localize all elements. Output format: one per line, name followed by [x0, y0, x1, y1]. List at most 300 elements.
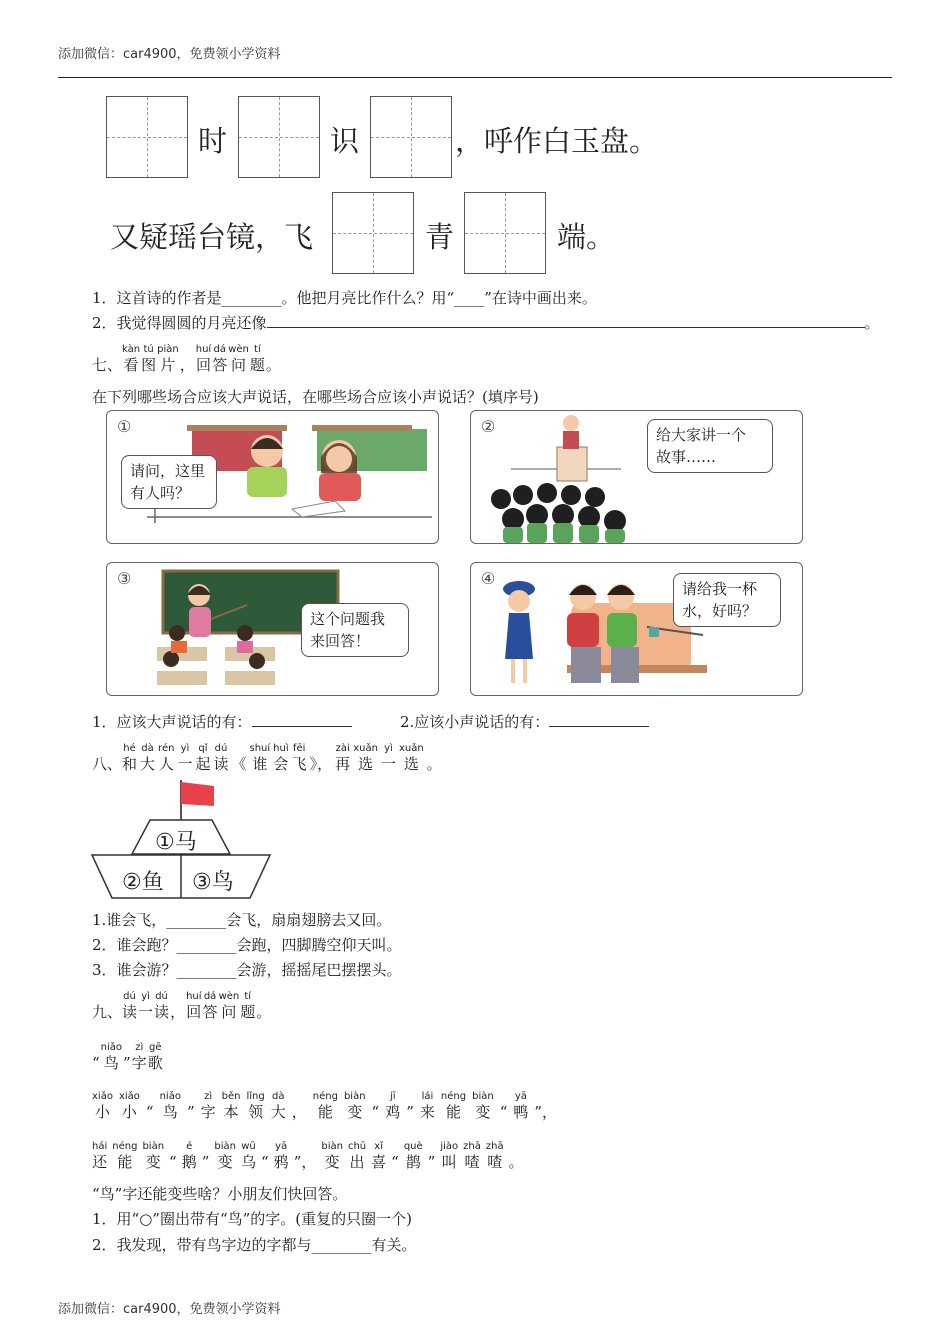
ruby-char: [213, 743, 228, 773]
panel-number: ①: [117, 417, 132, 436]
hanzi: “: [145, 1103, 154, 1121]
pinyin: huí: [195, 344, 212, 355]
hanzi: “: [261, 1153, 269, 1171]
ruby-char: [509, 1141, 524, 1171]
hanzi: 一: [138, 1003, 154, 1021]
ruby-char: [391, 1141, 399, 1171]
panel-number: ④: [481, 569, 496, 588]
ruby-char: [101, 1042, 122, 1072]
scene-panel-3: [106, 562, 439, 696]
hanzi: 和: [122, 755, 138, 773]
hanzi: 。: [426, 755, 442, 773]
page-footer: 添加微信：car4900，免费领小学资料: [58, 1302, 281, 1317]
pinyin: fēi: [292, 743, 306, 754]
ruby-char: [500, 1091, 508, 1121]
panel-number: ③: [117, 569, 132, 588]
pinyin: dá: [203, 991, 217, 1002]
pinyin: niǎo: [159, 1091, 181, 1102]
poem-closing: “鸟”字还能变些啥？小朋友们快回答。: [92, 1185, 348, 1203]
hanzi: 读: [213, 755, 229, 773]
pinyin: yā: [275, 1141, 288, 1152]
pinyin: [534, 1091, 557, 1103]
ruby-char: [140, 743, 155, 773]
hanzi: 人: [158, 755, 174, 773]
hanzi: 变: [347, 1103, 363, 1121]
pinyin: xuǎn: [398, 743, 424, 754]
pinyin: lái: [421, 1091, 434, 1102]
pinyin: [428, 1141, 436, 1153]
ruby-char: [141, 344, 156, 374]
pinyin: xǐ: [374, 1141, 383, 1152]
hanzi: ，: [291, 1103, 307, 1121]
ruby-char: [246, 1091, 264, 1121]
ruby-char: [292, 1091, 307, 1121]
hanzi: 鹊: [405, 1153, 421, 1171]
hanzi: ”: [186, 1103, 195, 1121]
hanzi: “: [92, 1054, 100, 1072]
pinyin: zì: [204, 1091, 213, 1102]
ruby-char: [169, 1141, 177, 1171]
pinyin: zhā: [485, 1141, 504, 1152]
hanzi: 小: [94, 1103, 110, 1121]
ruby-char: [214, 1141, 236, 1171]
scene-panel-1: [106, 410, 439, 544]
ruby-char: [427, 743, 442, 773]
hanzi: ”，: [534, 1103, 558, 1121]
ruby-char: [212, 344, 227, 374]
poem-word: 识: [330, 124, 360, 158]
section-9-heading: [92, 991, 272, 1021]
pinyin: [202, 1141, 210, 1153]
poem-question-1: 1．这首诗的作者是________。他把月亮比作什么？用“____”在诗中画出来。: [92, 289, 597, 307]
pinyin: dà: [141, 743, 154, 754]
hanzi: 鸟: [103, 1054, 119, 1072]
ruby-char: [250, 743, 271, 773]
pinyin: zì: [135, 1042, 144, 1053]
pinyin: lǐng: [246, 1091, 265, 1102]
ruby-char: [472, 1091, 494, 1121]
question-end: 。: [864, 314, 880, 332]
hanzi: 变: [145, 1153, 161, 1171]
poem-line-2: [92, 1141, 529, 1171]
pinyin: xiǎo: [118, 1091, 140, 1102]
pinyin: [292, 1091, 307, 1103]
poem-text: ，呼作白玉盘。: [455, 124, 659, 158]
pinyin: huì: [273, 743, 289, 754]
pinyin: [372, 1091, 380, 1103]
answer-blank[interactable]: [252, 713, 352, 727]
question-text: 1．应该大声说话的有：: [92, 713, 252, 731]
ruby-char: [441, 1091, 466, 1121]
pinyin: wū: [241, 1141, 256, 1152]
boat-option-bird: ③鸟: [192, 870, 234, 895]
hanzi: 回: [186, 1003, 202, 1021]
pinyin: tú: [143, 344, 154, 355]
section-8-question-3: 3．谁会游？________会游，摇摇尾巴摆摆头。: [92, 961, 402, 979]
boat-option-horse: ①马: [155, 830, 197, 855]
ruby-char: [261, 1141, 269, 1171]
hanzi: 选: [403, 755, 419, 773]
ruby-char: [486, 1141, 504, 1171]
hanzi: 出: [349, 1153, 365, 1171]
ruby-char: [406, 1091, 414, 1121]
ruby-char: [271, 1091, 286, 1121]
pinyin: [406, 1091, 414, 1103]
hanzi: 鸟: [162, 1103, 178, 1121]
panel-number: ②: [481, 417, 496, 436]
answer-blank[interactable]: [549, 713, 649, 727]
hanzi: 》，: [309, 755, 333, 773]
section-7-question-2: [400, 711, 649, 732]
bubble-line: 水，好吗？: [682, 602, 758, 620]
pinyin: biàn: [142, 1141, 165, 1152]
pinyin: [310, 743, 333, 755]
bubble-line: 来回答！: [310, 632, 371, 650]
ruby-char: [92, 1042, 100, 1072]
hanzi: 读: [122, 1003, 138, 1021]
ruby-char: [372, 1091, 380, 1121]
ruby-char: [420, 1091, 435, 1121]
section-8-question-2: 2．谁会跑？________会跑，四脚腾空仰天叫。: [92, 936, 402, 954]
boat-option-fish: ②鱼: [122, 870, 164, 895]
hanzi: 题: [249, 356, 265, 374]
ruby-char: [385, 1091, 400, 1121]
section-number: 九、: [92, 1003, 123, 1021]
hanzi: 鸭: [513, 1103, 529, 1121]
poem-title: [92, 1042, 164, 1072]
speech-bubble: [121, 455, 217, 509]
pinyin: wèn: [218, 991, 240, 1002]
page-header: 添加微信：car4900，免费领小学资料: [58, 47, 281, 62]
pinyin: gē: [148, 1042, 162, 1053]
ruby-char: [348, 1141, 366, 1171]
header-rule: [58, 77, 892, 78]
ruby-char: [294, 1141, 317, 1171]
writing-box-2[interactable]: [238, 96, 320, 178]
ruby-char: [146, 1091, 154, 1121]
pinyin: dà: [272, 1091, 285, 1102]
pinyin: biàn: [343, 1091, 366, 1102]
pinyin: rén: [158, 743, 175, 754]
speech-bubble: [647, 419, 773, 473]
hanzi: ”，: [293, 1153, 317, 1171]
pinyin: hé: [123, 743, 136, 754]
ruby-char: [112, 1141, 137, 1171]
pinyin: dú: [155, 991, 168, 1002]
pinyin: dú: [214, 743, 228, 754]
poem-word: 时: [198, 124, 228, 158]
hanzi: 看: [123, 356, 139, 374]
ruby-char: [154, 991, 169, 1021]
section-9-question-1: 1．用“○”圈出带有“鸟”的字。(重复的只圈一个): [92, 1210, 413, 1228]
hanzi: “: [169, 1153, 177, 1171]
pinyin: [169, 1141, 177, 1153]
section-9-title: [122, 991, 272, 1021]
ruby-char: [292, 743, 307, 773]
ruby-char: [440, 1141, 458, 1171]
ruby-char: [219, 991, 240, 1021]
bubble-line: 有人吗？: [130, 484, 191, 502]
poem-text: 端。: [557, 220, 616, 254]
hanzi: 选: [358, 755, 374, 773]
pinyin: [92, 1042, 100, 1054]
pinyin: [427, 743, 442, 755]
ruby-char: [201, 1091, 216, 1121]
pinyin: niǎo: [100, 1042, 123, 1053]
pinyin: yì: [180, 743, 190, 754]
hanzi: 能: [117, 1153, 133, 1171]
hanzi: 来: [419, 1103, 435, 1121]
ruby-char: [186, 991, 201, 1021]
ruby-char: [313, 1091, 338, 1121]
pinyin: biàn: [321, 1141, 343, 1152]
pinyin: [261, 1141, 269, 1153]
ruby-char: [138, 991, 153, 1021]
pinyin: qǐ: [198, 743, 208, 754]
ruby-char: [132, 1042, 147, 1072]
section-8-heading: [92, 743, 445, 773]
pinyin: [123, 1042, 131, 1054]
pinyin: běn: [221, 1091, 241, 1102]
hanzi: 字: [131, 1054, 147, 1072]
ruby-char: [240, 991, 255, 1021]
ruby-char: [202, 1141, 210, 1171]
pinyin: [146, 1091, 154, 1103]
pinyin: tí: [244, 991, 252, 1002]
writing-box-1[interactable]: [106, 96, 188, 178]
writing-box-5[interactable]: [464, 192, 546, 274]
hanzi: 大: [270, 1103, 286, 1121]
hanzi: 叫: [441, 1153, 457, 1171]
question-text: 2.应该小声说话的有：: [400, 713, 550, 731]
bubble-line: 请给我一杯: [682, 580, 758, 598]
ruby-char: [92, 1091, 113, 1121]
ruby-char: [170, 991, 185, 1021]
pinyin: jī: [389, 1091, 396, 1102]
hanzi: “: [391, 1153, 399, 1171]
pinyin: shuí: [249, 743, 271, 754]
ruby-char: [195, 743, 210, 773]
ruby-char: [196, 344, 211, 374]
hanzi: 答: [212, 356, 228, 374]
poem-word: 青: [425, 220, 455, 254]
hanzi: “: [371, 1103, 380, 1121]
hanzi: 一: [177, 755, 193, 773]
ruby-char: [335, 743, 350, 773]
ruby-char: [119, 1091, 140, 1121]
hanzi: 能: [446, 1103, 462, 1121]
bubble-line: 给大家讲一个: [656, 426, 747, 444]
ruby-char: [404, 1141, 423, 1171]
poem-line-1: [92, 1091, 563, 1121]
hanzi: 鸦: [273, 1153, 289, 1171]
hanzi: 起: [195, 755, 211, 773]
hanzi: 题: [240, 1003, 256, 1021]
pinyin: [391, 1141, 399, 1153]
hanzi: 再: [335, 755, 351, 773]
ruby-char: [241, 1141, 256, 1171]
hanzi: 一: [380, 755, 396, 773]
hanzi: 飞: [291, 755, 307, 773]
ruby-char: [92, 1141, 107, 1171]
ruby-char: [321, 1141, 343, 1171]
section-number: 八、: [92, 755, 123, 773]
pinyin: [266, 344, 281, 356]
hanzi: 还: [92, 1153, 108, 1171]
hanzi: 鹅: [181, 1153, 197, 1171]
speech-bubble: [673, 573, 781, 627]
ruby-char: [142, 1141, 164, 1171]
ruby-char: [187, 1091, 195, 1121]
pinyin: zài: [335, 743, 350, 754]
pinyin: biàn: [214, 1141, 236, 1152]
ruby-char: [399, 743, 424, 773]
hanzi: 片: [160, 356, 176, 374]
pinyin: kàn: [122, 344, 141, 355]
section-7-heading: [92, 344, 282, 374]
hanzi: ，: [179, 356, 195, 374]
ruby-char: [182, 1141, 197, 1171]
speech-bubble: [301, 603, 409, 657]
ruby-char: [157, 344, 179, 374]
pinyin: [231, 743, 246, 755]
scene-panel-4: [470, 562, 803, 696]
pinyin: què: [403, 1141, 423, 1152]
pinyin: [180, 344, 195, 356]
pinyin: xiǎo: [92, 1091, 113, 1102]
section-7-question-1: [92, 711, 352, 732]
scene-panel-2: [470, 410, 803, 544]
writing-box-3[interactable]: [370, 96, 452, 178]
section-7-instruction: 在下列哪些场合应该大声说话，在哪些场合应该小声说话？(填序号): [92, 388, 539, 406]
pinyin: xuǎn: [353, 743, 378, 754]
hanzi: 能: [317, 1103, 333, 1121]
pinyin: néng: [112, 1141, 138, 1152]
pinyin: huí: [186, 991, 202, 1002]
hanzi: 回: [195, 356, 211, 374]
hanzi: 。: [265, 356, 281, 374]
pinyin: néng: [440, 1091, 467, 1102]
ruby-char: [148, 1042, 163, 1072]
hanzi: 大: [140, 755, 156, 773]
ruby-char: [310, 743, 333, 773]
pinyin: [187, 1091, 195, 1103]
poem-question-2: [92, 312, 880, 333]
pinyin: yā: [514, 1091, 527, 1102]
pinyin: wèn: [228, 344, 249, 355]
hanzi: 。: [508, 1153, 524, 1171]
hanzi: ”: [406, 1103, 414, 1121]
hanzi: 读: [154, 1003, 170, 1021]
ruby-char: [123, 1042, 131, 1072]
pinyin: [294, 1141, 317, 1153]
hanzi: 《: [231, 755, 247, 773]
ruby-char: [256, 991, 271, 1021]
bubble-line: 这个问题我: [310, 610, 386, 628]
poem-text: 又疑瑶台镜，飞: [110, 220, 314, 254]
pinyin: néng: [312, 1091, 338, 1102]
section-7-title: [122, 344, 282, 374]
ruby-char: [231, 743, 246, 773]
ruby-char: [228, 344, 249, 374]
ruby-char: [250, 344, 265, 374]
pinyin: piàn: [157, 344, 179, 355]
ruby-char: [381, 743, 396, 773]
hanzi: 问: [221, 1003, 237, 1021]
hanzi: 领: [248, 1103, 264, 1121]
hanzi: 喳: [464, 1153, 480, 1171]
ruby-char: [534, 1091, 557, 1121]
pinyin: é: [186, 1141, 193, 1152]
ruby-char: [177, 743, 192, 773]
pinyin: yì: [141, 991, 150, 1002]
ruby-char: [160, 1091, 181, 1121]
pinyin: jiào: [440, 1141, 459, 1152]
answer-blank[interactable]: [267, 314, 865, 328]
ruby-char: [122, 991, 137, 1021]
ruby-char: [371, 1141, 386, 1171]
ruby-char: [203, 991, 218, 1021]
hanzi: 答: [202, 1003, 218, 1021]
hanzi: 问: [231, 356, 247, 374]
hanzi: 会: [273, 755, 289, 773]
ruby-char: [180, 344, 195, 374]
pinyin: dú: [123, 991, 136, 1002]
question-text: 2．我觉得圆圆的月亮还像: [92, 314, 267, 332]
writing-box-4[interactable]: [332, 192, 414, 274]
hanzi: 变: [475, 1103, 491, 1121]
section-8-title: [122, 743, 445, 773]
section-number: 七、: [92, 356, 123, 374]
ruby-char: [158, 743, 174, 773]
hanzi: 喳: [487, 1153, 503, 1171]
section-8-question-1: 1.谁会飞，________会飞，扇扇翅膀去又回。: [92, 911, 392, 929]
ruby-char: [266, 344, 281, 374]
pinyin: dá: [213, 344, 226, 355]
hanzi: 谁: [252, 755, 268, 773]
pinyin: [500, 1091, 508, 1103]
hanzi: 鸡: [385, 1103, 401, 1121]
section-9-question-2: 2．我发现，带有鸟字边的字都与________有关。: [92, 1236, 417, 1254]
ruby-char: [513, 1091, 528, 1121]
ruby-char: [222, 1091, 241, 1121]
hanzi: 喜: [371, 1153, 387, 1171]
ruby-char: [353, 743, 378, 773]
ruby-char: [344, 1091, 366, 1121]
hanzi: 图: [141, 356, 157, 374]
bubble-line: 故事……: [656, 448, 717, 466]
hanzi: 本: [223, 1103, 239, 1121]
pinyin: chū: [347, 1141, 367, 1152]
pinyin: yì: [384, 743, 393, 754]
hanzi: 字: [200, 1103, 216, 1121]
pinyin: biàn: [472, 1091, 494, 1102]
hanzi: “: [499, 1103, 508, 1121]
hanzi: ”: [427, 1153, 436, 1171]
hanzi: 变: [217, 1153, 233, 1171]
hanzi: ”: [123, 1054, 131, 1072]
hanzi: 歌: [147, 1054, 163, 1072]
hanzi: 变: [324, 1153, 340, 1171]
pinyin: tí: [254, 344, 261, 355]
pinyin: [256, 991, 271, 1003]
hanzi: 。: [256, 1003, 272, 1021]
ruby-char: [463, 1141, 481, 1171]
pinyin: [170, 991, 185, 1003]
ruby-char: [122, 743, 137, 773]
pinyin: [509, 1141, 524, 1153]
hanzi: ”: [201, 1153, 210, 1171]
